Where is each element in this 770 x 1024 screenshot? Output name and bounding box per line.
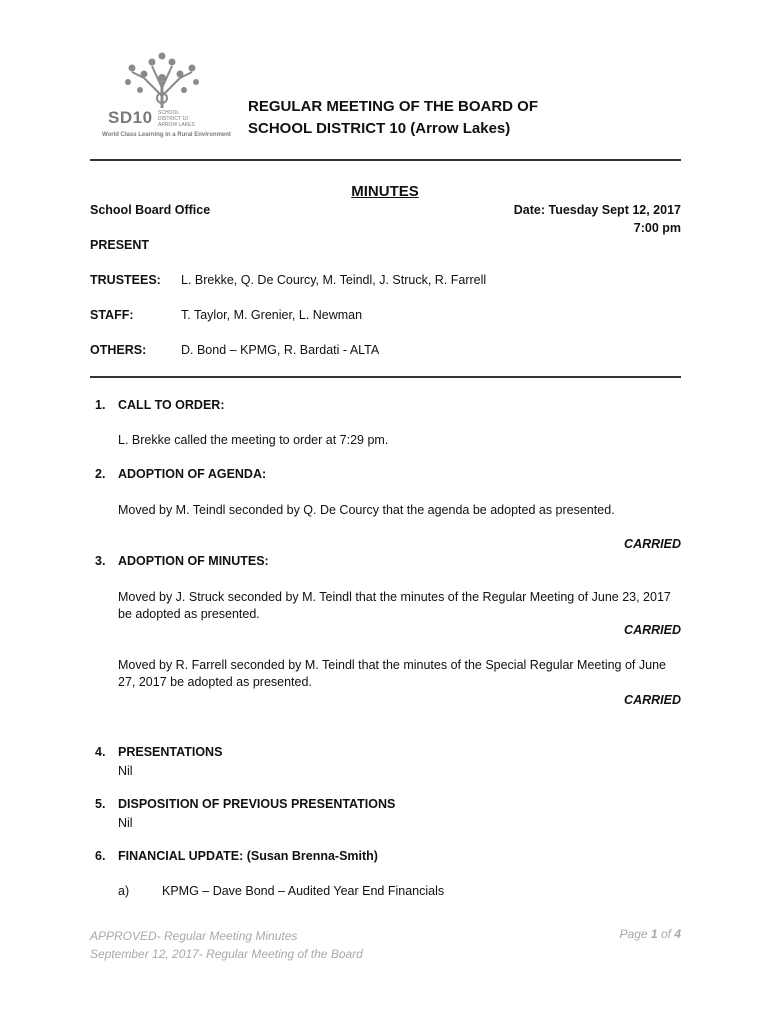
item-number: 2. (95, 467, 106, 481)
staff-label: STAFF: (90, 308, 134, 322)
item-heading-financial-update: FINANCIAL UPDATE: (Susan Brenna-Smith) (118, 849, 378, 863)
document-title: REGULAR MEETING OF THE BOARD OF SCHOOL DISTRICT 10 (Arrow Lakes) (248, 98, 538, 137)
tree-logo-icon (96, 48, 228, 144)
item-number: 4. (95, 745, 106, 759)
item-body: L. Brekke called the meeting to order at 7:29 pm. (118, 433, 389, 447)
item-number: 1. (95, 398, 106, 412)
sub-item-text: KPMG – Dave Bond – Audited Year End Financials (162, 884, 445, 898)
item-number: 5. (95, 797, 106, 811)
item-heading-adoption-of-agenda: ADOPTION OF AGENDA: (118, 467, 267, 481)
minutes-heading: MINUTES (351, 183, 419, 200)
others-names: D. Bond – KPMG, R. Bardati - ALTA (181, 343, 380, 357)
footer-approval: APPROVED- Regular Meeting Minutes September 12, 2017- Regular Meeting of the Board (90, 929, 363, 961)
item-body: Moved by J. Struck seconded by M. Teindl that the minutes of the Regular Meeting of June 23, 2017 be adopted as presented. (118, 590, 671, 621)
meeting-date: Date: Tuesday Sept 12, 2017 (513, 203, 681, 217)
item-body: Moved by R. Farrell seconded by M. Teindl that the minutes of the Special Regular Meeting of June 27, 2017 be adopted as presented. (118, 658, 666, 689)
meeting-location: School Board Office (90, 203, 211, 217)
motion-result: CARRIED (624, 623, 681, 637)
page-indicator: Page 1 of 4 (619, 927, 681, 941)
motion-result: CARRIED (624, 537, 681, 551)
staff-names: T. Taylor, M. Grenier, L. Newman (181, 308, 363, 322)
item-number: 6. (95, 849, 106, 863)
logo-text: SD10 (108, 108, 153, 127)
trustees-names: L. Brekke, Q. De Courcy, M. Teindl, J. Struck, R. Farrell (181, 273, 487, 287)
district-logo (96, 48, 231, 144)
present-label: PRESENT (90, 238, 150, 252)
trustees-label: TRUSTEES: (90, 273, 161, 287)
meeting-time: 7:00 pm (633, 221, 681, 235)
item-heading-call-to-order: CALL TO ORDER: (118, 398, 225, 412)
header-divider (90, 159, 681, 161)
logo-tagline: World Class Learning in a Rural Environment (102, 132, 231, 138)
item-body: Moved by M. Teindl seconded by Q. De Courcy that the agenda be adopted as presented. (118, 503, 615, 517)
item-heading-presentations: PRESENTATIONS (118, 745, 223, 759)
item-body: Nil (118, 816, 133, 830)
logo-side-text: SCHOOL DISTRICT 10 ARROW LAKES (158, 110, 195, 128)
others-label: OTHERS: (90, 343, 147, 357)
item-heading-disposition: DISPOSITION OF PREVIOUS PRESENTATIONS (118, 797, 396, 811)
attendance-divider (90, 376, 681, 378)
item-body: Nil (118, 764, 133, 778)
item-number: 3. (95, 554, 106, 568)
sub-item-label: a) (118, 884, 130, 898)
item-heading-adoption-of-minutes: ADOPTION OF MINUTES: (118, 554, 269, 568)
motion-result: CARRIED (624, 693, 681, 707)
